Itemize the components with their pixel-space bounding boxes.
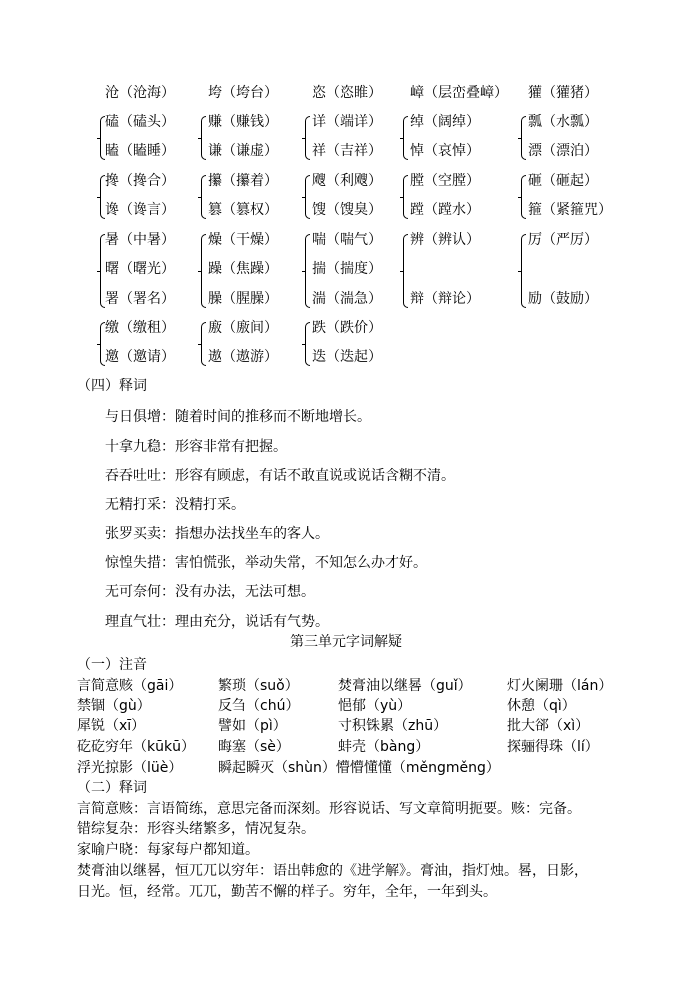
char-entry: 獾（獾猪）	[528, 85, 598, 101]
char-entry: 邀（邀请）	[105, 349, 175, 365]
pinyin-entry: 寸积铢累（zhū）	[338, 718, 448, 734]
section-heading: （二）释词	[77, 780, 147, 796]
pinyin-entry: 矻矻穷年（kūkū）	[77, 739, 195, 755]
char-entry: 瓢（水瓢）	[528, 114, 598, 130]
grouping-brace	[100, 234, 105, 308]
pinyin-entry: 瞬起瞬灭（shùn）懵懵懂懂（měngměng）	[218, 760, 500, 776]
definition-item: 言简意赅：言语简练，意思完备而深刻。形容说话、写文章简明扼要。赅：完备。	[77, 801, 581, 817]
pinyin-entry: 休憩（qì）	[507, 698, 576, 714]
char-entry: 飕（利飕）	[312, 173, 382, 189]
unit-title: 第三单元字词解疑	[290, 634, 402, 650]
char-entry: 辩（辩论）	[410, 291, 480, 307]
pinyin-entry: 反刍（chú）	[218, 698, 300, 714]
char-entry: 祥（吉祥）	[312, 143, 382, 159]
grouping-brace	[305, 116, 310, 160]
pinyin-entry: 晦塞（sè）	[218, 739, 290, 755]
pinyin-entry: 浮光掠影（lüè）	[77, 760, 183, 776]
char-entry: 赚（赚钱）	[208, 114, 278, 130]
definition-item: 无可奈何：没有办法，无法可想。	[105, 584, 315, 600]
char-entry: 箍（紧箍咒）	[528, 202, 612, 218]
char-entry: 攥（攥着）	[208, 173, 278, 189]
char-entry: 蹚（蹚水）	[410, 202, 480, 218]
char-entry: 曙（曙光）	[105, 261, 175, 277]
pinyin-entry: 言简意赅（gāi）	[77, 678, 183, 694]
pinyin-entry: 譬如（pì）	[218, 718, 287, 734]
char-entry: 臊（腥臊）	[208, 291, 278, 307]
definition-item: 吞吞吐吐：形容有顾虑，有话不敢直说或说话含糊不清。	[105, 468, 455, 484]
grouping-brace	[521, 234, 526, 308]
definition-item: 张罗买卖：指想办法找坐车的客人。	[105, 526, 329, 542]
char-entry: 瞌（瞌睡）	[105, 143, 175, 159]
grouping-brace	[305, 234, 310, 308]
grouping-brace	[201, 116, 206, 160]
char-entry: 谦（谦虚）	[208, 143, 278, 159]
pinyin-entry: 犀锐（xī）	[77, 718, 146, 734]
section-heading: （四）释词	[77, 378, 147, 394]
grouping-brace	[305, 175, 310, 219]
pinyin-entry: 蚌壳（bàng）	[338, 739, 430, 755]
definition-item: 与日俱增：随着时间的推移而不断地增长。	[105, 409, 371, 425]
char-entry: 揣（揣度）	[312, 261, 382, 277]
char-entry: 湍（湍急）	[312, 291, 382, 307]
char-entry: 厉（严厉）	[528, 232, 598, 248]
grouping-brace	[403, 175, 408, 219]
char-entry: 详（端详）	[312, 114, 382, 130]
char-entry: 磕（磕头）	[105, 114, 175, 130]
char-entry: 嶂（层峦叠嶂）	[410, 85, 508, 101]
grouping-brace	[201, 322, 206, 366]
grouping-brace	[521, 116, 526, 160]
char-entry: 喘（喘气）	[312, 232, 382, 248]
char-entry: 燥（干燥）	[208, 232, 278, 248]
char-entry: 廒（廒间）	[208, 320, 278, 336]
char-entry: 漂（漂泊）	[528, 143, 598, 159]
char-entry: 遨（遨游）	[208, 349, 278, 365]
char-entry: 搀（搀合）	[105, 173, 175, 189]
char-entry: 辨（辨认）	[410, 232, 480, 248]
definition-item: 日光。恒，经常。兀兀，勤苦不懈的样子。穷年，全年，一年到头。	[77, 884, 497, 900]
char-entry: 篡（篡权）	[208, 202, 278, 218]
grouping-brace	[403, 234, 408, 308]
definition-item: 十拿九稳：形容非常有把握。	[105, 439, 287, 455]
char-entry: 谗（谗言）	[105, 202, 175, 218]
definition-item: 错综复杂：形容头绪繁多，情况复杂。	[77, 821, 315, 837]
char-entry: 躁（焦躁）	[208, 261, 278, 277]
pinyin-entry: 禁锢（gù）	[77, 698, 151, 714]
char-entry: 绰（阔绰）	[410, 114, 480, 130]
char-entry: 沧（沧海）	[105, 85, 175, 101]
definition-item: 家喻户晓：每家每户都知道。	[77, 842, 259, 858]
char-entry: 悼（哀悼）	[410, 143, 480, 159]
grouping-brace	[521, 175, 526, 219]
char-entry: 迭（迭起）	[312, 349, 382, 365]
char-entry: 缴（缴租）	[105, 320, 175, 336]
grouping-brace	[100, 116, 105, 160]
pinyin-entry: 悒郁（yù）	[338, 698, 412, 714]
grouping-brace	[100, 322, 105, 366]
grouping-brace	[305, 322, 310, 366]
char-entry: 馊（馊臭）	[312, 202, 382, 218]
char-entry: 膛（空膛）	[410, 173, 480, 189]
definition-item: 焚膏油以继晷，恒兀兀以穷年：语出韩愈的《进学解》。膏油，指灯烛。晷，日影，	[77, 863, 588, 879]
definition-item: 理直气壮：理由充分，说话有气势。	[105, 614, 329, 630]
pinyin-entry: 繁琐（suǒ）	[218, 678, 299, 694]
char-entry: 暑（中暑）	[105, 232, 175, 248]
definition-item: 惊惶失措：害怕慌张，举动失常，不知怎么办才好。	[105, 555, 427, 571]
pinyin-entry: 探骊得珠（lí）	[507, 739, 599, 755]
char-entry: 垮（垮台）	[208, 85, 278, 101]
pinyin-entry: 焚膏油以继晷（guǐ）	[338, 678, 472, 694]
section-heading: （一）注音	[77, 657, 147, 673]
pinyin-entry: 灯火阑珊（lán）	[507, 678, 613, 694]
grouping-brace	[403, 116, 408, 160]
char-entry: 署（署名）	[105, 291, 175, 307]
grouping-brace	[100, 175, 105, 219]
char-entry: 恣（恣睢）	[312, 85, 382, 101]
grouping-brace	[201, 234, 206, 308]
char-entry: 励（鼓励）	[528, 291, 598, 307]
char-entry: 砸（砸起）	[528, 173, 598, 189]
pinyin-entry: 批大郤（xì）	[507, 718, 590, 734]
definition-item: 无精打采：没精打采。	[105, 497, 245, 513]
char-entry: 跌（跌价）	[312, 320, 382, 336]
grouping-brace	[201, 175, 206, 219]
